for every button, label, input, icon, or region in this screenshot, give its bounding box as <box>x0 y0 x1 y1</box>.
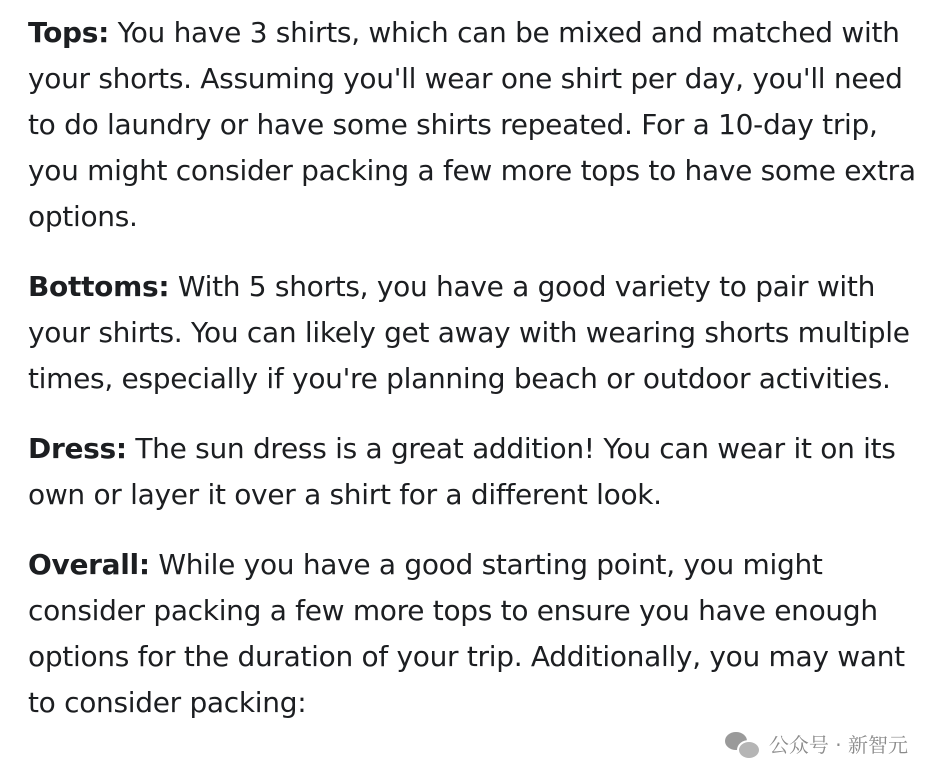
watermark <box>725 729 908 758</box>
chat-response <box>28 10 918 750</box>
watermark-text: 公众号 · 新智元 <box>768 733 908 757</box>
paragraph-label: Bottoms: <box>28 270 170 303</box>
paragraph-label: Overall: <box>28 548 150 581</box>
paragraph-text: With 5 shorts, you have a good variety to pair with your shirts. You can likely get away with wearing shorts multiple times, especially if you're planning beach or outdoor activities. <box>28 270 910 395</box>
paragraph-tops <box>28 10 918 240</box>
paragraph-dress <box>28 426 918 518</box>
paragraph-text: The sun dress is a great addition! You can wear it on its own or layer it over a shirt for a different look. <box>28 432 896 511</box>
paragraph-text: You have 3 shirts, which can be mixed and matched with your shorts. Assuming you'll wear one shirt per day, you'll need to do laundry or have some shirts repeated. For a 10-day trip, you might consider packing a few more tops to have some extra options. <box>28 16 916 233</box>
paragraph-label: Tops: <box>28 16 110 49</box>
paragraph-bottoms <box>28 264 918 402</box>
paragraph-overall <box>28 542 918 726</box>
wechat-icon <box>725 730 759 758</box>
paragraph-label: Dress: <box>28 432 127 465</box>
paragraph-text: While you have a good starting point, you might consider packing a few more tops to ensure you have enough options for the duration of your trip. Additionally, you may want to consider packing: <box>28 548 905 719</box>
